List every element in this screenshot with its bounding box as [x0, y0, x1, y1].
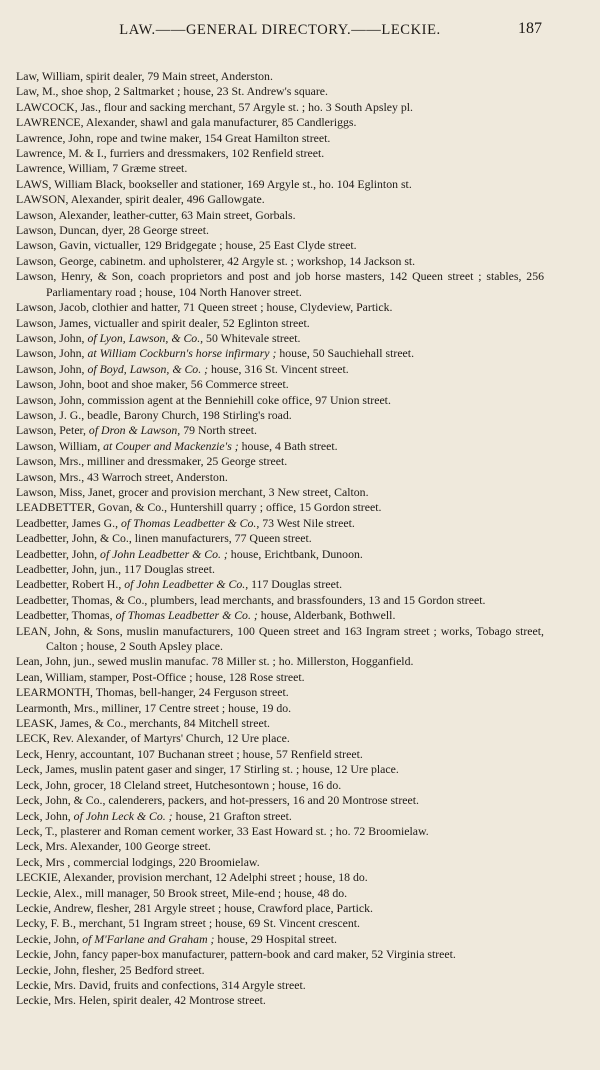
- directory-entry: [16, 300, 544, 315]
- entry-text: Lawrence, William, 7 Græme street.: [16, 161, 188, 176]
- directory-entry: [16, 192, 544, 207]
- entry-text: LAWRENCE, Alexander, shawl and gala manufacturer, 85 Candleriggs.: [16, 115, 357, 130]
- entry-text: Leadbetter, Robert H.,: [16, 577, 125, 592]
- directory-entry: [16, 485, 544, 500]
- running-head: LAW.——GENERAL DIRECTORY.——LECKIE.: [119, 22, 441, 38]
- entry-text: Lean, John, jun., sewed muslin manufac. 78 Miller st. ; ho. Millerston, Hogganfield.: [16, 654, 414, 669]
- entry-firm-reference: of Dron & Lawson,: [88, 423, 181, 438]
- entry-text: Leckie, John, flesher, 25 Bedford street.: [16, 962, 205, 977]
- directory-entries: [16, 69, 544, 1009]
- entry-text: Leck, Mrs. Alexander, 100 George street.: [16, 839, 211, 854]
- directory-entry: [16, 269, 544, 300]
- entry-text: Leck, John, & Co., calenderers, packers, and hot-pressers, 16 and 20 Montrose street.: [16, 793, 419, 808]
- directory-entry: [16, 547, 544, 562]
- entry-text: Lawson, Alexander, leather-cutter, 63 Main street, Gorbals.: [16, 207, 296, 222]
- entry-text: Lawson, J. G., beadle, Barony Church, 198 Stirling's road.: [16, 407, 292, 422]
- directory-entry: [16, 685, 544, 700]
- entry-text: Lawson, Gavin, victualler, 129 Bridgegate ; house, 25 East Clyde street.: [16, 238, 357, 253]
- entry-text: LECK, Rev. Alexander, of Martyrs' Church, 12 Ure place.: [16, 731, 290, 746]
- entry-text: Leadbetter, Thomas, & Co., plumbers, lead merchants, and brassfounders, 13 and 15 Gordon street.: [16, 592, 486, 607]
- directory-entry: [16, 423, 544, 438]
- entry-text: house, 4 Bath street.: [238, 438, 338, 453]
- directory-entry: [16, 993, 544, 1008]
- directory-entry: [16, 238, 544, 253]
- entry-text: LAWS, William Black, bookseller and stationer, 169 Argyle st., ho. 104 Eglinton st.: [16, 176, 412, 191]
- entry-text: Lawson, Miss, Janet, grocer and provision merchant, 3 New street, Calton.: [16, 484, 369, 499]
- entry-text: Lawrence, John, rope and twine maker, 154 Great Hamilton street.: [16, 130, 331, 145]
- directory-entry: [16, 100, 544, 115]
- entry-firm-reference: at Couper and Mackenzie's ;: [103, 438, 239, 453]
- entry-text: Lawson, Mrs., milliner and dressmaker, 25 George street.: [16, 454, 288, 469]
- entry-text: LEAN, John, & Sons, muslin manufacturers, 100 Queen street and 163 Ingram street ; works, Tobago street, Calton ; house, 2 South Apsley place.: [16, 623, 544, 654]
- entry-text: LEARMONTH, Thomas, bell-hanger, 24 Ferguson street.: [16, 685, 289, 700]
- directory-entry: [16, 947, 544, 962]
- entry-text: Lecky, F. B., merchant, 51 Ingram street ; house, 69 St. Vincent crescent.: [16, 916, 360, 931]
- directory-entry: [16, 932, 544, 947]
- directory-entry: [16, 978, 544, 993]
- entry-firm-reference: of John Leadbetter & Co. ;: [100, 546, 228, 561]
- entry-text: house, 21 Grafton street.: [172, 808, 292, 823]
- directory-entry: [16, 177, 544, 192]
- entry-text: house, 50 Sauchiehall street.: [276, 346, 415, 361]
- entry-text: house, 29 Hospital street.: [214, 931, 338, 946]
- directory-entry: [16, 839, 544, 854]
- directory-entry: [16, 454, 544, 469]
- entry-text: Leck, John, grocer, 18 Cleland street, Hutchesontown ; house, 16 do.: [16, 777, 342, 792]
- entry-text: Leck, T., plasterer and Roman cement worker, 33 East Howard st. ; ho. 72 Broomielaw.: [16, 823, 429, 838]
- entry-text: 50 Whitevale street.: [203, 330, 301, 345]
- entry-firm-reference: of Thomas Leadbetter & Co.,: [121, 515, 260, 530]
- entry-text: Lawson, William,: [16, 438, 104, 453]
- directory-entry: [16, 855, 544, 870]
- directory-entry: [16, 870, 544, 885]
- entry-text: house, Erichtbank, Dunoon.: [227, 546, 363, 561]
- entry-text: Leadbetter, James G.,: [16, 515, 122, 530]
- entry-text: Leadbetter, John, & Co., linen manufacturers, 77 Queen street.: [16, 531, 312, 546]
- directory-entry: [16, 408, 544, 423]
- entry-firm-reference: of Lyon, Lawson, & Co.,: [87, 330, 204, 345]
- entry-text: Lawson, John,: [16, 330, 88, 345]
- directory-entry: [16, 470, 544, 485]
- entry-text: 79 North street.: [180, 423, 257, 438]
- entry-text: Lean, William, stamper, Post-Office ; house, 128 Rose street.: [16, 669, 305, 684]
- entry-text: Leckie, John, fancy paper-box manufacturer, pattern-book and card maker, 52 Virginia street.: [16, 947, 456, 962]
- entry-text: Leadbetter, John, jun., 117 Douglas street.: [16, 562, 215, 576]
- entry-text: house, 316 St. Vincent street.: [208, 361, 349, 376]
- entry-text: Lawson, George, cabinetm. and upholsterer, 42 Argyle st. ; workshop, 14 Jackson st.: [16, 253, 416, 268]
- directory-entry: [16, 346, 544, 361]
- directory-entry: [16, 393, 544, 408]
- directory-entry: [16, 254, 544, 269]
- entry-text: Lawson, Peter,: [16, 423, 89, 438]
- entry-text: Lawson, John,: [16, 361, 88, 376]
- directory-entry: [16, 208, 544, 223]
- directory-entry: [16, 69, 544, 84]
- directory-entry: [16, 562, 544, 577]
- entry-text: Leckie, Mrs. David, fruits and confections, 314 Argyle street.: [16, 977, 306, 992]
- directory-entry: [16, 131, 544, 146]
- entry-text: Leckie, Alex., mill manager, 50 Brook street, Mile-end ; house, 48 do.: [16, 885, 348, 900]
- entry-text: Leck, John,: [16, 808, 74, 823]
- directory-entry: [16, 608, 544, 623]
- directory-entry: [16, 916, 544, 931]
- entry-firm-reference: of John Leck & Co. ;: [73, 808, 173, 823]
- entry-firm-reference: of M'Farlane and Graham ;: [82, 931, 215, 946]
- directory-entry: [16, 161, 544, 176]
- entry-firm-reference: of Thomas Leadbetter & Co. ;: [115, 608, 258, 623]
- directory-entry: [16, 516, 544, 531]
- directory-entry: [16, 593, 544, 608]
- entry-text: 73 West Nile street.: [259, 515, 355, 530]
- entry-text: Leckie, John,: [16, 931, 83, 946]
- directory-entry: [16, 115, 544, 130]
- entry-firm-reference: of John Leadbetter & Co.,: [124, 577, 249, 592]
- entry-text: Leckie, Andrew, flesher, 281 Argyle street ; house, Crawford place, Partick.: [16, 900, 373, 915]
- entry-text: Law, M., shoe shop, 2 Saltmarket ; house, 23 St. Andrew's square.: [16, 84, 328, 99]
- directory-entry: [16, 731, 544, 746]
- entry-text: Lawrence, M. & I., furriers and dressmakers, 102 Renfield street.: [16, 146, 325, 161]
- directory-entry: [16, 793, 544, 808]
- entry-firm-reference: of Boyd, Lawson, & Co. ;: [87, 361, 209, 376]
- entry-text: Leck, Mrs , commercial lodgings, 220 Broomielaw.: [16, 854, 260, 869]
- directory-entry: [16, 500, 544, 515]
- directory-entry: [16, 577, 544, 592]
- entry-text: Lawson, James, victualler and spirit dealer, 52 Eglinton street.: [16, 315, 310, 330]
- directory-entry: [16, 84, 544, 99]
- entry-text: Leadbetter, John,: [16, 546, 101, 561]
- entry-text: house, Alderbank, Bothwell.: [257, 608, 396, 623]
- directory-entry: [16, 963, 544, 978]
- entry-text: LECKIE, Alexander, provision merchant, 12 Adelphi street ; house, 18 do.: [16, 870, 368, 885]
- directory-entry: [16, 886, 544, 901]
- directory-entry: [16, 316, 544, 331]
- page-number: 187: [518, 20, 542, 37]
- directory-entry: [16, 901, 544, 916]
- entry-text: LEADBETTER, Govan, & Co., Huntershill quarry ; office, 15 Gordon street.: [16, 500, 382, 515]
- entry-text: Learmonth, Mrs., milliner, 17 Centre street ; house, 19 do.: [16, 700, 292, 715]
- entry-text: Leck, James, muslin patent gaser and singer, 17 Stirling st. ; house, 12 Ure place.: [16, 762, 399, 777]
- directory-entry: [16, 146, 544, 161]
- entry-firm-reference: at William Cockburn's horse infirmary ;: [87, 346, 277, 361]
- entry-text: Lawson, John,: [16, 346, 88, 361]
- entry-text: Leckie, Mrs. Helen, spirit dealer, 42 Montrose street.: [16, 993, 266, 1008]
- directory-entry: [16, 377, 544, 392]
- directory-entry: [16, 331, 544, 346]
- entry-text: Law, William, spirit dealer, 79 Main street, Anderston.: [16, 69, 273, 83]
- directory-entry: [16, 716, 544, 731]
- entry-text: Lawson, Duncan, dyer, 28 George street.: [16, 223, 209, 238]
- entry-text: LAWCOCK, Jas., flour and sacking merchant, 57 Argyle st. ; ho. 3 South Apsley pl.: [16, 99, 413, 114]
- directory-entry: [16, 670, 544, 685]
- directory-entry: [16, 362, 544, 377]
- entry-text: Lawson, John, boot and shoe maker, 56 Commerce street.: [16, 377, 289, 392]
- directory-entry: [16, 824, 544, 839]
- entry-text: 117 Douglas street.: [248, 577, 343, 592]
- directory-entry: [16, 701, 544, 716]
- directory-entry: [16, 778, 544, 793]
- page-header: [0, 22, 600, 44]
- directory-entry: [16, 439, 544, 454]
- directory-entry: [16, 531, 544, 546]
- entry-text: Lawson, Henry, & Son, coach proprietors and post and job horse masters, 142 Queen street ; stables, 256 Parliamentary road ; house, 104 North Hanover street.: [16, 269, 544, 299]
- entry-text: Leck, Henry, accountant, 107 Buchanan street ; house, 57 Renfield street.: [16, 746, 363, 761]
- directory-entry: [16, 654, 544, 669]
- entry-text: LEASK, James, & Co., merchants, 84 Mitchell street.: [16, 716, 270, 731]
- entry-text: Lawson, Mrs., 43 Warroch street, Anderston.: [16, 469, 228, 484]
- entry-text: Leadbetter, Thomas,: [16, 608, 116, 623]
- directory-entry: [16, 809, 544, 824]
- directory-entry: [16, 624, 544, 655]
- entry-text: Lawson, John, commission agent at the Benniehill coke office, 97 Union street.: [16, 392, 391, 407]
- directory-entry: [16, 223, 544, 238]
- entry-text: LAWSON, Alexander, spirit dealer, 496 Gallowgate.: [16, 192, 265, 207]
- directory-entry: [16, 762, 544, 777]
- directory-entry: [16, 747, 544, 762]
- entry-text: Lawson, Jacob, clothier and hatter, 71 Queen street ; house, Clydeview, Partick.: [16, 300, 393, 315]
